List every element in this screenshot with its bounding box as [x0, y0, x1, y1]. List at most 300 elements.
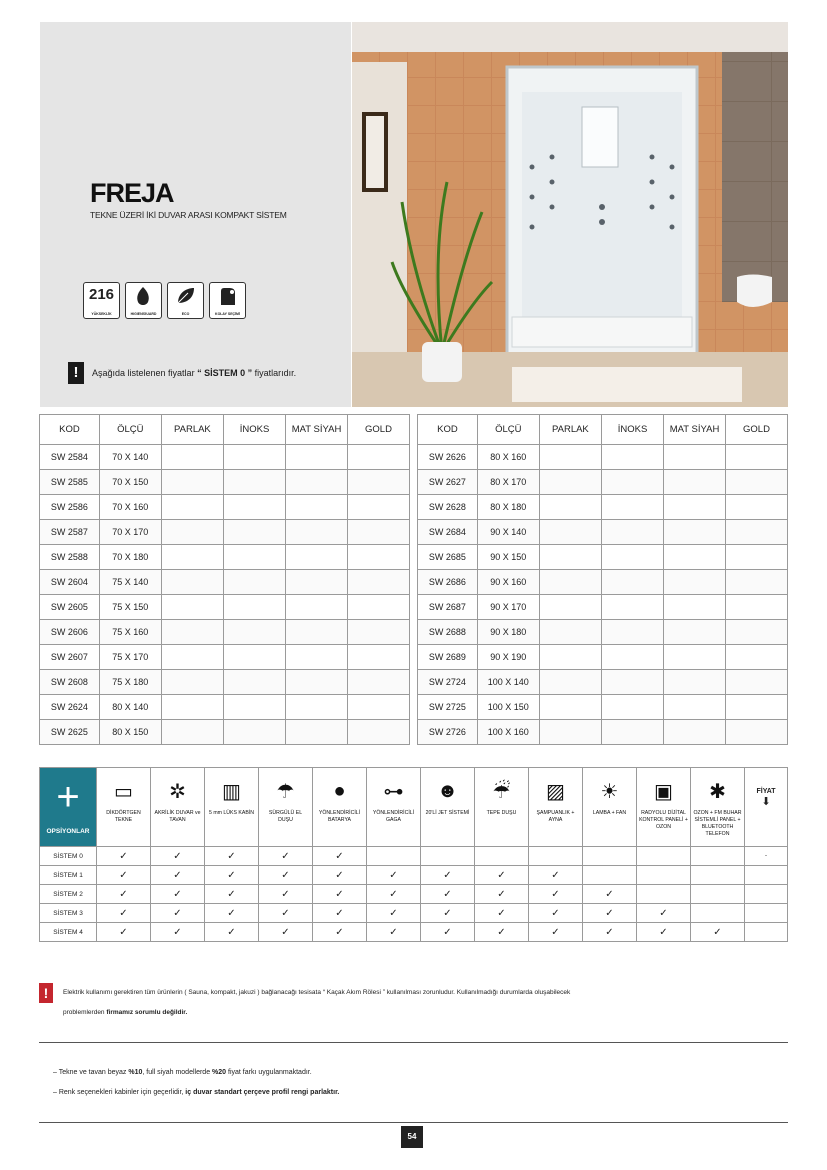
- feature-cell: [205, 904, 259, 923]
- price-cell: [286, 720, 348, 745]
- price-cell: [286, 570, 348, 595]
- feature-cell: [97, 866, 151, 885]
- acrylic-icon: ✲: [169, 780, 186, 803]
- feature-cell: [583, 904, 637, 923]
- price-cell: [224, 445, 286, 470]
- easy-choice-badge-icon: [209, 282, 246, 319]
- feature-cell: [637, 885, 691, 904]
- table-row: [40, 670, 410, 695]
- feature-cell: [691, 847, 745, 866]
- price-cell: [161, 670, 223, 695]
- feature-cell: [367, 885, 421, 904]
- column-header: İNOKS: [224, 415, 286, 445]
- check-icon: ✓: [335, 926, 344, 938]
- table-row: [40, 720, 410, 745]
- price-cell: [539, 695, 601, 720]
- size-cell: 75 X 140: [99, 570, 161, 595]
- price-cell: [224, 495, 286, 520]
- code-cell: SW 2584: [40, 445, 100, 470]
- column-header: MAT SİYAH: [286, 415, 348, 445]
- jets-icon: ☻: [436, 779, 459, 802]
- size-cell: 90 X 140: [477, 520, 539, 545]
- feature-cell: [583, 847, 637, 866]
- system-price: [745, 923, 788, 942]
- column-header: ÖLÇÜ: [99, 415, 161, 445]
- check-icon: ✓: [443, 888, 452, 900]
- price-cell: [664, 470, 726, 495]
- check-icon: ✓: [173, 888, 182, 900]
- price-cell: [224, 595, 286, 620]
- check-icon: ✓: [389, 888, 398, 900]
- feature-cell: [475, 885, 529, 904]
- feature-cell: [97, 923, 151, 942]
- price-cell: [602, 445, 664, 470]
- price-cell: [726, 620, 788, 645]
- price-cell: [224, 520, 286, 545]
- table-row: [418, 495, 788, 520]
- notes: [53, 1063, 339, 1103]
- price-cell: [726, 520, 788, 545]
- price-cell: [286, 595, 348, 620]
- price-cell: [726, 570, 788, 595]
- feature-column: [529, 768, 583, 847]
- price-cell: [726, 495, 788, 520]
- feature-cell: [367, 866, 421, 885]
- size-cell: 100 X 140: [477, 670, 539, 695]
- feature-cell: [205, 923, 259, 942]
- feature-label: LAMBA + FAN: [592, 810, 627, 816]
- size-cell: 80 X 140: [99, 695, 161, 720]
- price-cell: [348, 595, 410, 620]
- price-cell: [664, 695, 726, 720]
- check-icon: ✓: [605, 926, 614, 938]
- options-label: OPSİYONLAR: [46, 828, 90, 835]
- feature-cell: [475, 847, 529, 866]
- price-cell: [664, 670, 726, 695]
- divider: [39, 1042, 788, 1043]
- code-cell: SW 2585: [40, 470, 100, 495]
- footer-divider: [39, 1122, 788, 1123]
- code-cell: SW 2624: [40, 695, 100, 720]
- feature-cell: [691, 866, 745, 885]
- feature-cell: [259, 847, 313, 866]
- feature-label: SÜRGÜLÜ EL DUŞU: [268, 810, 303, 823]
- check-icon: ✓: [227, 850, 236, 862]
- system-name: SİSTEM 0: [40, 847, 97, 866]
- code-cell: SW 2626: [418, 445, 478, 470]
- feature-cell: [529, 885, 583, 904]
- price-cell: [348, 520, 410, 545]
- size-cell: 90 X 150: [477, 545, 539, 570]
- size-cell: 70 X 170: [99, 520, 161, 545]
- check-icon: ✓: [173, 850, 182, 862]
- price-cell: [664, 520, 726, 545]
- height-badge-icon: [83, 282, 120, 319]
- note-color-options: – Renk seçenekleri kabinler için geçerlidir, iç duvar standart çerçeve profil rengi parlaktır.: [53, 1089, 340, 1096]
- size-cell: 80 X 160: [477, 445, 539, 470]
- check-icon: ✓: [389, 869, 398, 881]
- code-cell: SW 2587: [40, 520, 100, 545]
- size-cell: 75 X 160: [99, 620, 161, 645]
- check-icon: ✓: [335, 888, 344, 900]
- price-cell: [539, 445, 601, 470]
- size-cell: 90 X 180: [477, 620, 539, 645]
- lamp-fan-icon: ☀: [600, 780, 619, 803]
- price-cell: [161, 570, 223, 595]
- feature-cell: [97, 904, 151, 923]
- code-cell: SW 2606: [40, 620, 100, 645]
- feature-label: AKRİLİK DUVAR ve TAVAN: [154, 810, 201, 823]
- table-row: [418, 570, 788, 595]
- code-cell: SW 2586: [40, 495, 100, 520]
- column-header: PARLAK: [539, 415, 601, 445]
- size-cell: 70 X 140: [99, 445, 161, 470]
- size-cell: 75 X 150: [99, 595, 161, 620]
- table-row: [40, 695, 410, 720]
- price-cell: [286, 445, 348, 470]
- check-icon: ✓: [119, 869, 128, 881]
- system-name: SİSTEM 1: [40, 866, 97, 885]
- price-table-right: [417, 414, 788, 745]
- code-cell: SW 2588: [40, 545, 100, 570]
- feature-cell: [151, 885, 205, 904]
- price-cell: [224, 720, 286, 745]
- code-cell: SW 2625: [40, 720, 100, 745]
- check-icon: ✓: [605, 888, 614, 900]
- warning-note: [39, 983, 788, 1023]
- price-cell: [348, 670, 410, 695]
- feature-label: RADYOLU DİJİTAL KONTROL PANELİ + OZON: [639, 810, 688, 830]
- feature-label: DİKDÖRTGEN TEKNE: [106, 810, 141, 823]
- check-icon: ✓: [227, 926, 236, 938]
- column-header: GOLD: [726, 415, 788, 445]
- feature-cell: [637, 904, 691, 923]
- price-cell: [602, 495, 664, 520]
- price-cell: [539, 620, 601, 645]
- size-cell: 90 X 170: [477, 595, 539, 620]
- feature-cell: [637, 847, 691, 866]
- product-subtitle: TEKNE ÜZERİ İKİ DUVAR ARASI KOMPAKT SİSTEM: [90, 210, 287, 220]
- price-cell: [348, 620, 410, 645]
- feature-cell: [421, 866, 475, 885]
- product-photo: [352, 22, 788, 407]
- feature-cell: [475, 866, 529, 885]
- feature-cell: [475, 904, 529, 923]
- price-cell: [348, 470, 410, 495]
- feature-cell: [583, 923, 637, 942]
- table-row: [40, 470, 410, 495]
- check-icon: ✓: [119, 907, 128, 919]
- feature-cell: [637, 866, 691, 885]
- feature-cell: [259, 904, 313, 923]
- size-cell: 75 X 170: [99, 645, 161, 670]
- table-row: [40, 570, 410, 595]
- system-price: [745, 904, 788, 923]
- feature-cell: [313, 866, 367, 885]
- feature-column: [637, 768, 691, 847]
- price-cell: [602, 520, 664, 545]
- check-icon: ✓: [281, 869, 290, 881]
- price-cell: [286, 495, 348, 520]
- price-cell: [348, 445, 410, 470]
- check-icon: ✓: [659, 907, 668, 919]
- price-cell: [539, 670, 601, 695]
- price-cell: [161, 645, 223, 670]
- feature-cell: [421, 847, 475, 866]
- check-icon: ✓: [659, 926, 668, 938]
- feature-badges: [83, 282, 246, 319]
- cabin-icon: ▥: [222, 780, 241, 803]
- price-cell: [726, 545, 788, 570]
- size-cell: 70 X 150: [99, 470, 161, 495]
- table-row: [418, 670, 788, 695]
- feature-cell: [313, 847, 367, 866]
- table-row: [40, 620, 410, 645]
- table-row: [40, 495, 410, 520]
- feature-cell: [259, 866, 313, 885]
- feature-column: [151, 768, 205, 847]
- price-cell: [539, 645, 601, 670]
- price-cell: [161, 545, 223, 570]
- feature-column: [691, 768, 745, 847]
- feature-label: OZON + FM BUHAR SİSTEMLİ PANEL + BLUETOOTH TELEFON: [693, 810, 742, 837]
- check-icon: ✓: [173, 869, 182, 881]
- feature-cell: [97, 847, 151, 866]
- feature-column: [205, 768, 259, 847]
- check-icon: ✓: [173, 926, 182, 938]
- price-cell: [348, 645, 410, 670]
- check-icon: ✓: [605, 907, 614, 919]
- code-cell: SW 2725: [418, 695, 478, 720]
- price-cell: [161, 595, 223, 620]
- size-cell: 80 X 170: [477, 470, 539, 495]
- price-cell: [348, 720, 410, 745]
- check-icon: ✓: [335, 869, 344, 881]
- code-cell: SW 2605: [40, 595, 100, 620]
- price-cell: [224, 645, 286, 670]
- table-row: [418, 695, 788, 720]
- price-cell: [224, 670, 286, 695]
- check-icon: ✓: [119, 926, 128, 938]
- feature-cell: [421, 923, 475, 942]
- check-icon: ✓: [551, 926, 560, 938]
- system-name: SİSTEM 3: [40, 904, 97, 923]
- code-cell: SW 2687: [418, 595, 478, 620]
- price-cell: [161, 520, 223, 545]
- plus-icon: +: [56, 775, 80, 819]
- price-cell: [286, 545, 348, 570]
- code-cell: SW 2689: [418, 645, 478, 670]
- system-name: SİSTEM 2: [40, 885, 97, 904]
- price-cell: [602, 545, 664, 570]
- feature-cell: [151, 923, 205, 942]
- price-cell: [664, 620, 726, 645]
- price-cell: [539, 495, 601, 520]
- price-cell: [539, 720, 601, 745]
- table-row: [40, 595, 410, 620]
- feature-cell: [151, 904, 205, 923]
- feature-cell: [691, 904, 745, 923]
- column-header: İNOKS: [602, 415, 664, 445]
- price-cell: [664, 545, 726, 570]
- price-cell: [602, 570, 664, 595]
- feature-cell: [529, 923, 583, 942]
- radio-panel-icon: ▣: [654, 780, 673, 803]
- column-header: KOD: [40, 415, 100, 445]
- price-cell: [602, 620, 664, 645]
- check-icon: ✓: [173, 907, 182, 919]
- column-header: KOD: [418, 415, 478, 445]
- price-note: [68, 362, 296, 384]
- system-row: [40, 923, 788, 942]
- table-row: [418, 545, 788, 570]
- check-icon: ✓: [335, 850, 344, 862]
- feature-cell: [529, 866, 583, 885]
- price-cell: [726, 470, 788, 495]
- table-row: [418, 520, 788, 545]
- exclamation-icon: !: [68, 362, 84, 384]
- eco-badge-icon: [167, 282, 204, 319]
- system-row: [40, 866, 788, 885]
- code-cell: SW 2608: [40, 670, 100, 695]
- price-cell: [224, 695, 286, 720]
- table-row: [418, 470, 788, 495]
- price-cell: [286, 470, 348, 495]
- check-icon: ✓: [281, 850, 290, 862]
- price-cell: [161, 720, 223, 745]
- size-cell: 80 X 150: [99, 720, 161, 745]
- feature-label: 5 mm LÜKS KABİN: [209, 810, 254, 816]
- column-header: PARLAK: [161, 415, 223, 445]
- arrow-down-icon: ⬇: [761, 796, 771, 808]
- price-header: FİYAT: [756, 788, 776, 795]
- feature-column: [421, 768, 475, 847]
- hygiene-label: HIGIENİGUARD: [130, 312, 157, 316]
- table-row: [40, 445, 410, 470]
- price-cell: [224, 545, 286, 570]
- price-cell: [664, 495, 726, 520]
- code-cell: SW 2686: [418, 570, 478, 595]
- system-row: [40, 847, 788, 866]
- system-price: -: [745, 847, 788, 866]
- price-cell: [348, 495, 410, 520]
- table-row: [40, 545, 410, 570]
- system-price: [745, 885, 788, 904]
- table-row: [418, 445, 788, 470]
- size-cell: 90 X 190: [477, 645, 539, 670]
- feature-cell: [583, 885, 637, 904]
- options-table: [39, 767, 788, 942]
- size-cell: 100 X 150: [477, 695, 539, 720]
- code-cell: SW 2604: [40, 570, 100, 595]
- note-color-surcharge: – Tekne ve tavan beyaz %10, full siyah modellerde %20 fiyat farkı uygulanmaktadır.: [53, 1069, 312, 1076]
- overhead-shower-icon: ☔: [492, 780, 511, 803]
- feature-label: YÖNLENDİRİCİLİ BATARYA: [318, 810, 361, 823]
- feature-cell: [421, 904, 475, 923]
- tray-icon: ▭: [114, 780, 133, 803]
- price-cell: [286, 620, 348, 645]
- feature-cell: [691, 923, 745, 942]
- check-icon: ✓: [551, 869, 560, 881]
- table-row: [418, 645, 788, 670]
- feature-column: [97, 768, 151, 847]
- check-icon: ✓: [119, 888, 128, 900]
- price-cell: [161, 470, 223, 495]
- feature-cell: [97, 885, 151, 904]
- feature-cell: [691, 885, 745, 904]
- feature-column: [367, 768, 421, 847]
- product-title: FREJA: [90, 178, 174, 208]
- feature-cell: [367, 904, 421, 923]
- price-cell: [726, 670, 788, 695]
- check-icon: ✓: [497, 926, 506, 938]
- feature-column: [475, 768, 529, 847]
- valve-icon: ⊶: [383, 780, 404, 803]
- price-cell: [286, 520, 348, 545]
- price-cell: [602, 470, 664, 495]
- price-cell: [161, 495, 223, 520]
- feature-cell: [259, 923, 313, 942]
- check-icon: ✓: [497, 888, 506, 900]
- hand-shower-icon: ☂: [276, 780, 295, 803]
- price-cell: [664, 645, 726, 670]
- price-column: [745, 768, 788, 847]
- price-cell: [539, 595, 601, 620]
- bluetooth-icon: ✱: [709, 780, 726, 803]
- price-cell: [602, 695, 664, 720]
- feature-column: [313, 768, 367, 847]
- check-icon: ✓: [389, 907, 398, 919]
- check-icon: ✓: [443, 869, 452, 881]
- price-cell: [224, 570, 286, 595]
- feature-cell: [475, 923, 529, 942]
- price-cell: [286, 695, 348, 720]
- size-cell: 90 X 160: [477, 570, 539, 595]
- price-cell: [602, 645, 664, 670]
- price-cell: [602, 720, 664, 745]
- check-icon: ✓: [227, 888, 236, 900]
- code-cell: SW 2688: [418, 620, 478, 645]
- check-icon: ✓: [119, 850, 128, 862]
- feature-cell: [367, 923, 421, 942]
- feature-cell: [529, 847, 583, 866]
- code-cell: SW 2724: [418, 670, 478, 695]
- price-cell: [726, 720, 788, 745]
- price-cell: [348, 545, 410, 570]
- price-cell: [161, 445, 223, 470]
- options-header: [40, 768, 97, 847]
- price-cell: [664, 570, 726, 595]
- feature-label: TEPE DUŞU: [486, 810, 517, 816]
- check-icon: ✓: [497, 869, 506, 881]
- table-row: [418, 595, 788, 620]
- table-row: [418, 620, 788, 645]
- price-cell: [348, 570, 410, 595]
- check-icon: ✓: [443, 926, 452, 938]
- check-icon: ✓: [551, 888, 560, 900]
- code-cell: SW 2684: [418, 520, 478, 545]
- system-row: [40, 885, 788, 904]
- check-icon: ✓: [227, 907, 236, 919]
- system-name: SİSTEM 4: [40, 923, 97, 942]
- price-cell: [539, 470, 601, 495]
- easy-choice-label: KOLAY SEÇİMİ: [215, 312, 240, 316]
- feature-cell: [313, 904, 367, 923]
- column-header: ÖLÇÜ: [477, 415, 539, 445]
- system-price: [745, 866, 788, 885]
- price-cell: [664, 595, 726, 620]
- eco-label: ECO: [181, 312, 190, 316]
